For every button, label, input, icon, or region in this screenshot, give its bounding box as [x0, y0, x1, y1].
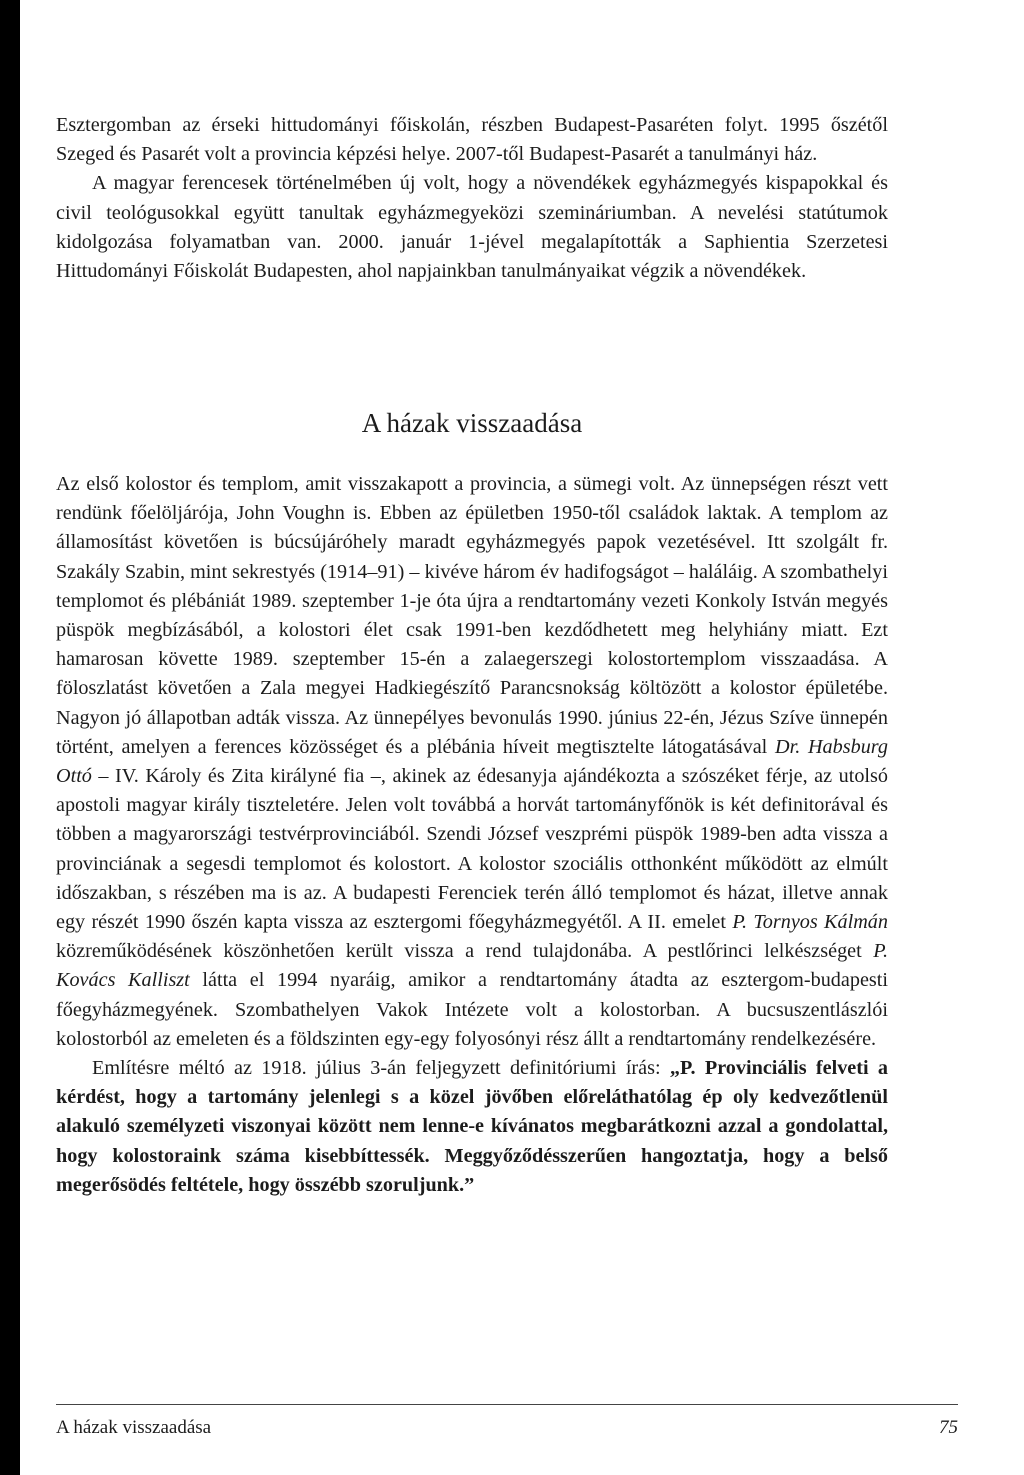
body-p1-text-a: Az első kolostor és templom, amit visszakapott a provincia, a sümegi volt. Az ünnepségen részt vett rendünk főelöljárója, John Voughn is. Ebben az épületben 1950-től családok laktak. A templom az államosítást követően is búcsújáróhely maradt egyházmegyés papok vezetésével. Itt szolgált fr. Szakály Szabin, mint sekrestyés (1914–91) – kivéve három év hadifogságot – haláláig. A szombathelyi templomot és plébániát 1989. szeptember 1-je óta újra a rendtartomány vezeti Konkoly István megyés püspök megbízásából, a kolostori élet csak 1991-ben kezdődhetett meg helyhiány miatt. Ezt hamarosan követte 1989. szeptember 15-én a zalaegerszegi kolostortemplom visszaadása. A föloszlatást követően a Zala megyei Hadkiegészítő Parancsnokság költözött a kolostor épületébe. Nagyon jó állapotban adták vissza. Az ünnepélyes bevonulás 1990. június 22-én, Jézus Szíve ünnepén történt, amelyen a ferences közösséget és a plébánia híveit megtisztelte látogatásával: [56, 473, 888, 758]
body-p1-text-b: – IV. Károly és Zita királyné fia –, akinek az édesanyja ajándékozta a szószéket férje, az utolsó apostoli magyar király tiszteletére. Jelen volt továbbá a horvát tartományfőnök is két definitorával és többen a magyarországi testvérprovinciából. Szendi József veszprémi püspök 1989-ben adta vissza a provinciának a segesdi templomot és kolostort. A kolostor szociális otthonként működött az elmúlt időszakban, s részében ma is az. A budapesti Ferenciek terén álló templomot és házat, illetve annak egy részét 1990 őszén kapta vissza az esztergomi főegyházmegyétől. A II. emelet: [56, 765, 888, 934]
body-paragraph-2: [56, 1054, 888, 1200]
body-p2-text-a: Említésre méltó az 1918. július 3-án feljegyzett definitóriumi írás:: [92, 1057, 670, 1080]
intro-paragraph-2: A magyar ferencesek történelmében új volt, hogy a növendékek egyházmegyés kispapokkal és civil teológusokkal együtt tanultak egyházmegyeközi szemináriumban. A nevelési statútumok kidolgozása folyamatban van. 2000. január 1-jével megalapították a Saphientia Szerzetesi Hittudományi Főiskolát Budapesten, ahol napjainkban tanulmányaikat végzik a növendékek.: [56, 172, 888, 283]
name-tornyos-kalman: P. Tornyos Kálmán: [732, 911, 888, 934]
intro-section: [56, 111, 888, 286]
page-number: 75: [939, 1417, 958, 1438]
book-page: [20, 0, 1024, 1475]
definitory-quote: „P. Provinciális felveti a kérdést, hogy a tartomány jelenlegi s a közel jövőben előreláthatólag ép oly kedvezőtlenül alakuló személyzeti viszonyai között nem lenne-e kívánatos megbarátkozni azzal a gondolattal, hogy kolostoraink száma kisebbíttessék. Meggyőződésszerűen hangoztatja, hogy a belső megerősödés feltétele, hogy összébb szoruljunk.”: [56, 1057, 889, 1196]
body-paragraph-1: [56, 470, 888, 1054]
name-habsburg-otto: Dr. Habsburg Ottó: [56, 735, 888, 788]
intro-paragraph-1: Esztergomban az érseki hittudományi főiskolán, részben Budapest-Pasaréten folyt. 1995 őszétől Szeged és Pasarét volt a provincia képzési helye. 2007-től Budapest-Pasarét a tanulmányi ház.: [56, 114, 888, 166]
section-heading: A házak visszaadása: [361, 408, 583, 438]
body-section: [56, 470, 888, 1200]
running-footer-title: A házak visszaadása: [56, 1417, 212, 1438]
footer-rule: [56, 1404, 958, 1405]
body-p1-text-d: látta el 1994 nyaráig, amikor a rendtartomány átadta az esztergom-budapesti főegyházmegyének. Szombathelyen Vakok Intézete volt a kolostorban. A bucsuszentlászlói kolostorból az emeleten és a földszinten egy-egy folyosónyi rész állt a rendtartomány rendelkezésére.: [56, 969, 888, 1050]
name-kovacs-kalliszt: P. Kovács Kalliszt: [56, 940, 888, 992]
scan-edge: [0, 0, 20, 1475]
body-p1-text-c: közreműködésének köszönhetően került vissza a rend tulajdonába. A pestlőrinci lelkészséget: [56, 940, 874, 963]
